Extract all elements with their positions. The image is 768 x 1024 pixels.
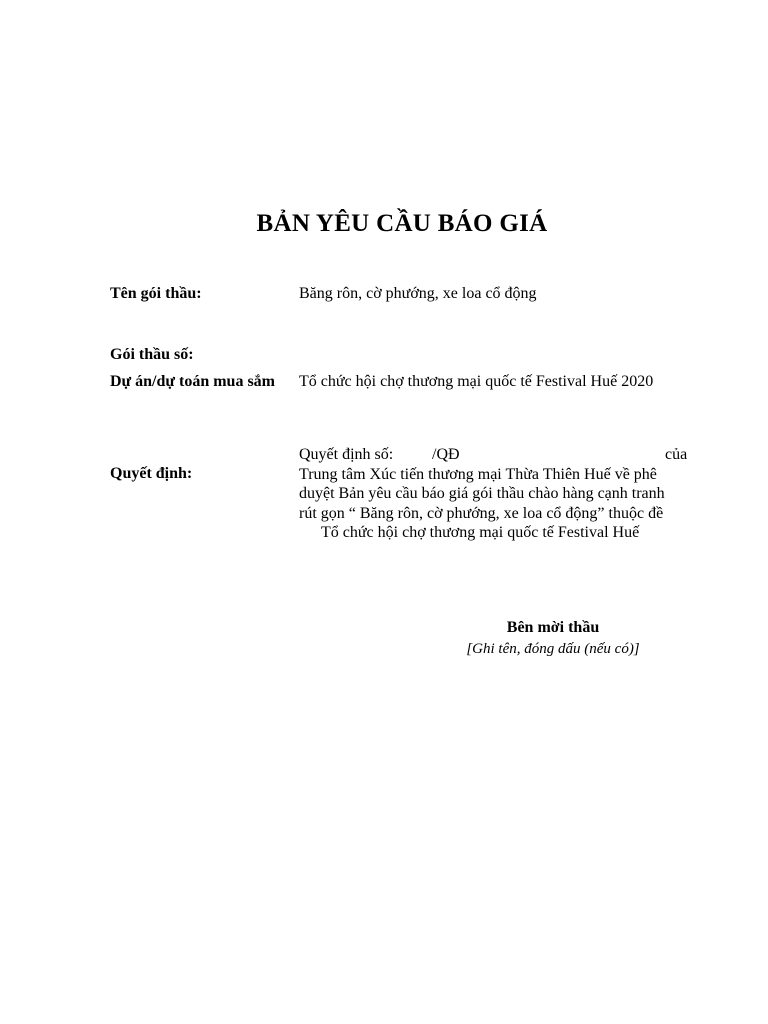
package-name-label: Tên gói thầu: <box>110 285 202 302</box>
decision-line-3: duyệt Bản yêu cầu báo giá gói thầu chào hàng cạnh tranh <box>299 485 665 502</box>
project-label: Dự án/dự toán mua sắm <box>110 373 276 390</box>
decision-number-suffix: /QĐ <box>432 446 460 463</box>
document-title: BẢN YÊU CẦU BÁO GIÁ <box>256 210 548 237</box>
decision-number-prefix: Quyết định số: <box>299 446 394 463</box>
decision-line-4: rút gọn “ Băng rôn, cờ phướng, xe loa cổ động” thuộc đề <box>299 504 664 522</box>
project-value: Tổ chức hội chợ thương mại quốc tế Festival Huế 2020 <box>299 373 654 390</box>
package-name-value: Băng rôn, cờ phướng, xe loa cổ động <box>299 285 537 302</box>
decision-line-5: Tổ chức hội chợ thương mại quốc tế Festival Huế <box>321 524 640 541</box>
decision-line-2: Trung tâm Xúc tiến thương mại Thừa Thiên Huế về phê <box>299 465 657 483</box>
signer-note: [Ghi tên, đóng dấu (nếu có)] <box>466 641 640 657</box>
decision-line-1 <box>299 445 719 465</box>
signer-title: Bên mời thầu <box>506 619 600 636</box>
decision-label: Quyết định: <box>110 465 193 482</box>
package-number-label: Gói thầu số: <box>110 346 194 363</box>
decision-text <box>299 445 719 543</box>
decision-of: của <box>665 446 688 463</box>
